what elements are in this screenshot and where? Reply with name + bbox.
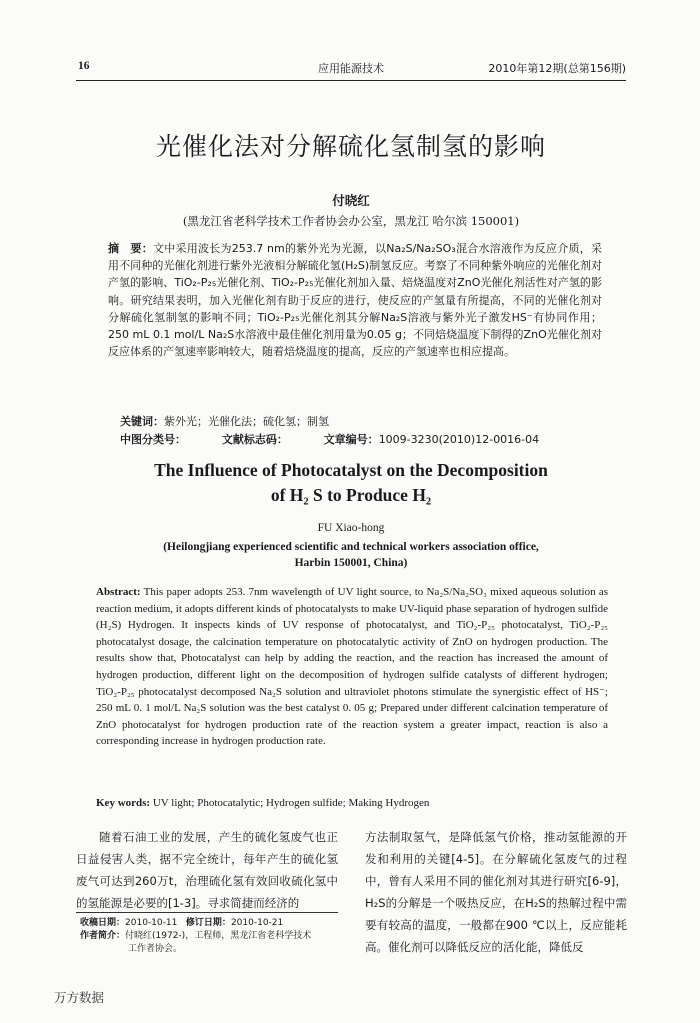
english-affiliation [76,539,626,571]
header-rule [76,80,626,81]
chinese-abstract-text: 文中采用波长为253.7 nm的紫外光为光源，以Na₂S/Na₂SO₃混合水溶液作为反应介质，采用不同种的光催化剂进行紫外光液相分解硫化氢(H₂S)制氢反应。考察了不同种紫外响应的光催化剂对产氢的影响、TiO₂-P₂₅光催化剂、TiO₂-P₂₅光催化剂加入量、焙烧温度对ZnO光催化剂活性对产氢的影响。研究结果表明，加入光催化剂有助于反应的进行，使反应的产氢量有所提高，不同的光催化剂对分解硫化氢制氢的影响不同；TiO₂-P₂₅光催化剂其分解Na₂S溶液与紫外光子激发HS⁻有协同作用；250 mL 0.1 mol/L Na₂S水溶液中最佳催化剂用量为0.05 g；不同焙烧温度下制得的ZnO光催化剂对反应体系的产氢速率影响较大，随着焙烧温度的提高，反应的产氢速率也相应提高。 [108,242,603,359]
bio-line1: 付晓红(1972-)，工程师，黑龙江省老科学技术 [125,931,312,941]
english-title-line2: of H₂ S to Produce H₂ [270,485,432,505]
footnote-dates [80,917,340,930]
english-abstract-text: This paper adopts 253. 7nm wavelength of UV light source, to Na₂S/Na₂SO₃ mixed aqueous solution as reaction medium, it adopts different kinds of photocatalysts to make UV-liquid phase separation of hydrogen sulfide (H₂S) Hydrogen. It inspects kinds of UV response of photocatalyst, and TiO₂-P₂₅ photocatalyst, TiO₂-P₂₅ photocatalyst dosage, the calcination temperature on photocatalytic activity of ZnO on hydrogen production. The results show that, Photocatalyst can help by adding the reaction, and the reaction has increased the amount of hydrogen production, different light on the decomposition of hydrogen sulfide catalysts of different hydrogen; TiO₂-P₂₅ photocatalyst decomposed Na₂S solution and ultraviolet photons stimulate the synergistic effect of HS⁻; 250 mL 0. 1 mol/L Na₂S solution was the best catalyst 0. 05 g; Prepared under different calcination temperature of ZnO photocatalyst for hydrogen production rate of the reaction system a greater impact, reaction is also a corresponding increase in hydrogen production rate. [96,586,608,748]
chinese-keywords-label: 关键词： [120,415,164,428]
page-number: 16 [78,60,90,72]
watermark: 万方数据 [54,990,105,1005]
revised-label: 修订日期： [185,918,231,928]
english-keywords [96,797,608,809]
chinese-keywords-text: 紫外光；光催化法；硫化氢；制氢 [164,415,329,428]
doc-code-label: 文献标志码： [221,433,288,446]
body-paragraph-left: 随着石油工业的发展，产生的硫化氢废气也正日益侵害人类，据不完全统计，每年产生的硫化氢废气可达到260万t，治理硫化氢有效回收硫化氢中的氢能源是必要的[1-3]。寻求简捷而经济的 [76,830,338,910]
footnote-rule [76,912,338,913]
bio-line2: 工作者协会。 [128,944,183,954]
english-keywords-text: UV light; Photocatalytic; Hydrogen sulfide; Making Hydrogen [150,797,430,809]
chinese-keywords [120,413,329,429]
body-column-right [365,826,627,958]
chinese-affiliation: (黑龙江省老科学技术工作者协会办公室，黑龙江 哈尔滨 150001) [182,214,520,228]
bio-label: 作者简介： [80,931,126,941]
english-abstract-label: Abstract: [96,586,141,598]
received-label: 收稿日期： [80,918,126,928]
running-header [78,60,626,78]
footnote-bio [80,930,340,943]
issue-info: 2010年第12期(总第156期) [488,62,626,75]
english-title-line1: The Influence of Photocatalyst on the Decomposition [154,460,548,480]
classification-line [120,431,600,447]
article-number: 1009-3230(2010)12-0016-04 [378,433,540,446]
class-number-label: 中图分类号： [120,433,186,446]
received-date: 2010-10-11 [125,918,178,928]
english-affiliation-line2: Harbin 150001, China) [294,557,408,569]
article-number-label: 文章编号： [323,433,379,446]
chinese-author: 付晓红 [332,193,370,208]
body-paragraph-right: 方法制取氢气，是降低氢气价格，推动氢能源的开发和利用的关键[4-5]。在分解硫化氢废气的过程中，曾有人采用不同的催化剂对其进行研究[6-9]，H₂S的分解是一个吸热反应，在H₂S的热解过程中需要有较高的温度，一般都在900 ℃以上，反应能耗高。催化剂可以降低反应的活化能，降低反 [365,830,627,954]
chinese-title: 光催化法对分解硫化氢制氢的影响 [155,132,546,161]
revised-date: 2010-10-21 [230,918,284,928]
english-abstract [96,584,608,750]
body-column-left [76,826,338,914]
chinese-abstract-label: 摘 要： [108,242,154,255]
english-keywords-label: Key words: [96,797,151,809]
english-affiliation-line1: (Heilongjiang experienced scientific and technical workers association office, [163,541,539,553]
journal-name: 应用能源技术 [318,62,384,75]
footnote [80,917,340,956]
english-author: FU Xiao-hong [317,522,385,534]
english-title [76,458,626,508]
chinese-abstract [108,240,602,360]
